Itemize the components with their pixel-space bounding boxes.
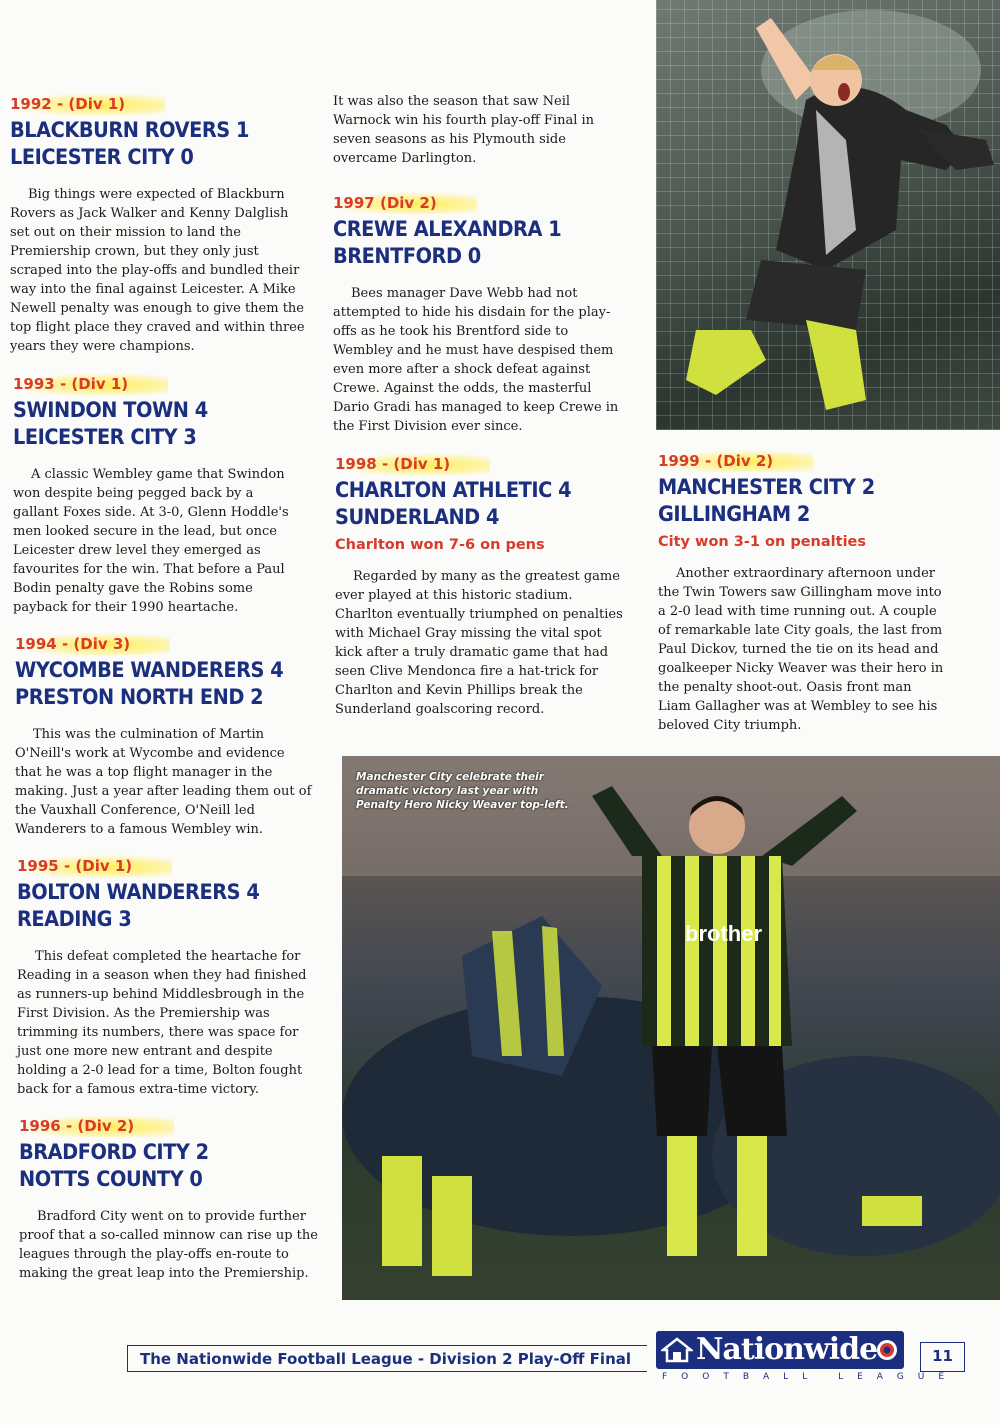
logo-subtitle: FOOTBALL LEAGUE — [662, 1372, 959, 1382]
article-team2: READING 3 — [17, 907, 132, 931]
article-result-note: City won 3-1 on penalties — [658, 534, 867, 550]
article-team1: BRADFORD CITY 2 — [19, 1140, 209, 1164]
article-team1: CHARLTON ATHLETIC 4 — [335, 478, 572, 502]
photo-caption: Manchester City celebrate their dramatic victory last year with Penalty Hero Nicky Weaver top-left. — [356, 771, 569, 811]
article-team2: LEICESTER CITY 0 — [10, 145, 194, 169]
article-team1: CREWE ALEXANDRA 1 — [333, 217, 562, 241]
page-number: 11 — [920, 1342, 965, 1372]
celebration-scene — [342, 756, 1000, 1300]
article-team2: BRENTFORD 0 — [333, 244, 481, 268]
logo-wordmark: Nationwide — [696, 1332, 878, 1367]
article-1996-continued — [333, 92, 628, 168]
team-celebration-photo — [342, 756, 1000, 1300]
goalkeeper-figure — [656, 0, 1000, 430]
article-1999 — [658, 450, 948, 735]
footer-title: The Nationwide Football League - Division 2 Play-Off Final — [127, 1345, 647, 1372]
article-body: A classic Wembley game that Swindon won despite being pegged back by a gallant Foxes side. At 3-0, Glenn Hoddle's men looked secure in the lead, but once Leicester drew level they emerged as favourites for the win. That before a Paul Bodin penalty gave the Robins some payback for their 1990 heartache. — [13, 467, 289, 615]
article-team2: GILLINGHAM 2 — [658, 502, 810, 526]
article-year: 1998 - (Div 1) — [335, 453, 490, 475]
article-body: Big things were expected of Blackburn Rovers as Jack Walker and Kenny Dalglish set out on their mission to land the Premiership crown, but they only just scraped into the play-offs and bundled their way into the final against Leicester. A Mike Newell penalty was enough to give them the top flight place they craved and within three years they were champions. — [10, 187, 305, 354]
shirt-sponsor: brother — [685, 921, 762, 946]
article-body: Regarded by many as the greatest game ever played at this historic stadium. Charlton eventually triumphed on penalties with Michael Gray missing the vital spot kick after a truly dramatic game that had seen Clive Mendonca fire a hat-trick for Charlton and Kevin Phillips break the Sunderland goalscoring record. — [335, 569, 623, 717]
article-1995 — [17, 855, 317, 1099]
article-team2: NOTTS COUNTY 0 — [19, 1167, 203, 1191]
article-team2: SUNDERLAND 4 — [335, 505, 500, 529]
article-team1: SWINDON TOWN 4 — [13, 398, 208, 422]
article-year: 1992 - (Div 1) — [10, 93, 165, 115]
article-team1: MANCHESTER CITY 2 — [658, 475, 875, 499]
article-1994 — [15, 633, 313, 839]
article-year: 1995 - (Div 1) — [17, 855, 172, 877]
house-icon — [661, 1337, 693, 1363]
article-continuation: It was also the season that saw Neil Warnock win his fourth play-off Final in seven seasons as his Plymouth side overcame Darlington. — [333, 94, 595, 166]
article-team1: BOLTON WANDERERS 4 — [17, 880, 260, 904]
article-body: This was the culmination of Martin O'Neill's work at Wycombe and evidence that he was a top flight manager in the making. Just a year after leading them out of the Vauxhall Conference, O'Neill led Wanderers to a famous Wembley win. — [15, 727, 312, 837]
article-body: Another extraordinary afternoon under the Twin Towers saw Gillingham move into a 2-0 lead with time running out. A couple of remarkable late City goals, the last from Paul Dickov, turned the tie on its head and goalkeeper Nicky Weaver was their hero in the penalty shoot-out. Oasis front man Liam Gallagher was at Wembley to see his beloved City triumph. — [658, 566, 944, 733]
article-team2: PRESTON NORTH END 2 — [15, 685, 264, 709]
article-body: This defeat completed the heartache for Reading in a season when they had finished as runners-up behind Middlesbrough in the First Division. As the Premiership was trimming its numbers, there was space for just one more new entrant and despite holding a 2-0 lead for a time, Bolton fought back for a famous extra-time victory. — [17, 949, 307, 1097]
league-badge-icon — [876, 1339, 898, 1361]
article-team2: LEICESTER CITY 3 — [13, 425, 197, 449]
article-1993 — [13, 373, 303, 617]
article-1998 — [335, 453, 630, 719]
article-year: 1993 - (Div 1) — [13, 373, 168, 395]
article-team1: WYCOMBE WANDERERS 4 — [15, 658, 284, 682]
article-year: 1996 - (Div 2) — [19, 1115, 174, 1137]
article-year: 1999 - (Div 2) — [658, 450, 813, 472]
article-body: Bees manager Dave Webb had not attempted to hide his disdain for the play-offs as he took his Brentford side to Wembley and he must have despised them even more after a shock defeat against Crewe. Against the odds, the masterful Dario Gradi has managed to keep Crewe in the First Division ever since. — [333, 286, 619, 434]
article-body: Bradford City went on to provide further proof that a so-called minnow can rise up the leagues through the play-offs en-route to making the great leap into the Premiership. — [19, 1209, 318, 1281]
article-year: 1994 - (Div 3) — [15, 633, 170, 655]
article-result-note: Charlton won 7-6 on pens — [335, 537, 545, 553]
goalkeeper-celebration-photo — [656, 0, 1000, 430]
article-team1: BLACKBURN ROVERS 1 — [10, 118, 249, 142]
article-year: 1997 (Div 2) — [333, 192, 477, 214]
article-1996 — [19, 1115, 319, 1283]
article-1997 — [333, 192, 628, 436]
article-1992 — [10, 93, 305, 356]
